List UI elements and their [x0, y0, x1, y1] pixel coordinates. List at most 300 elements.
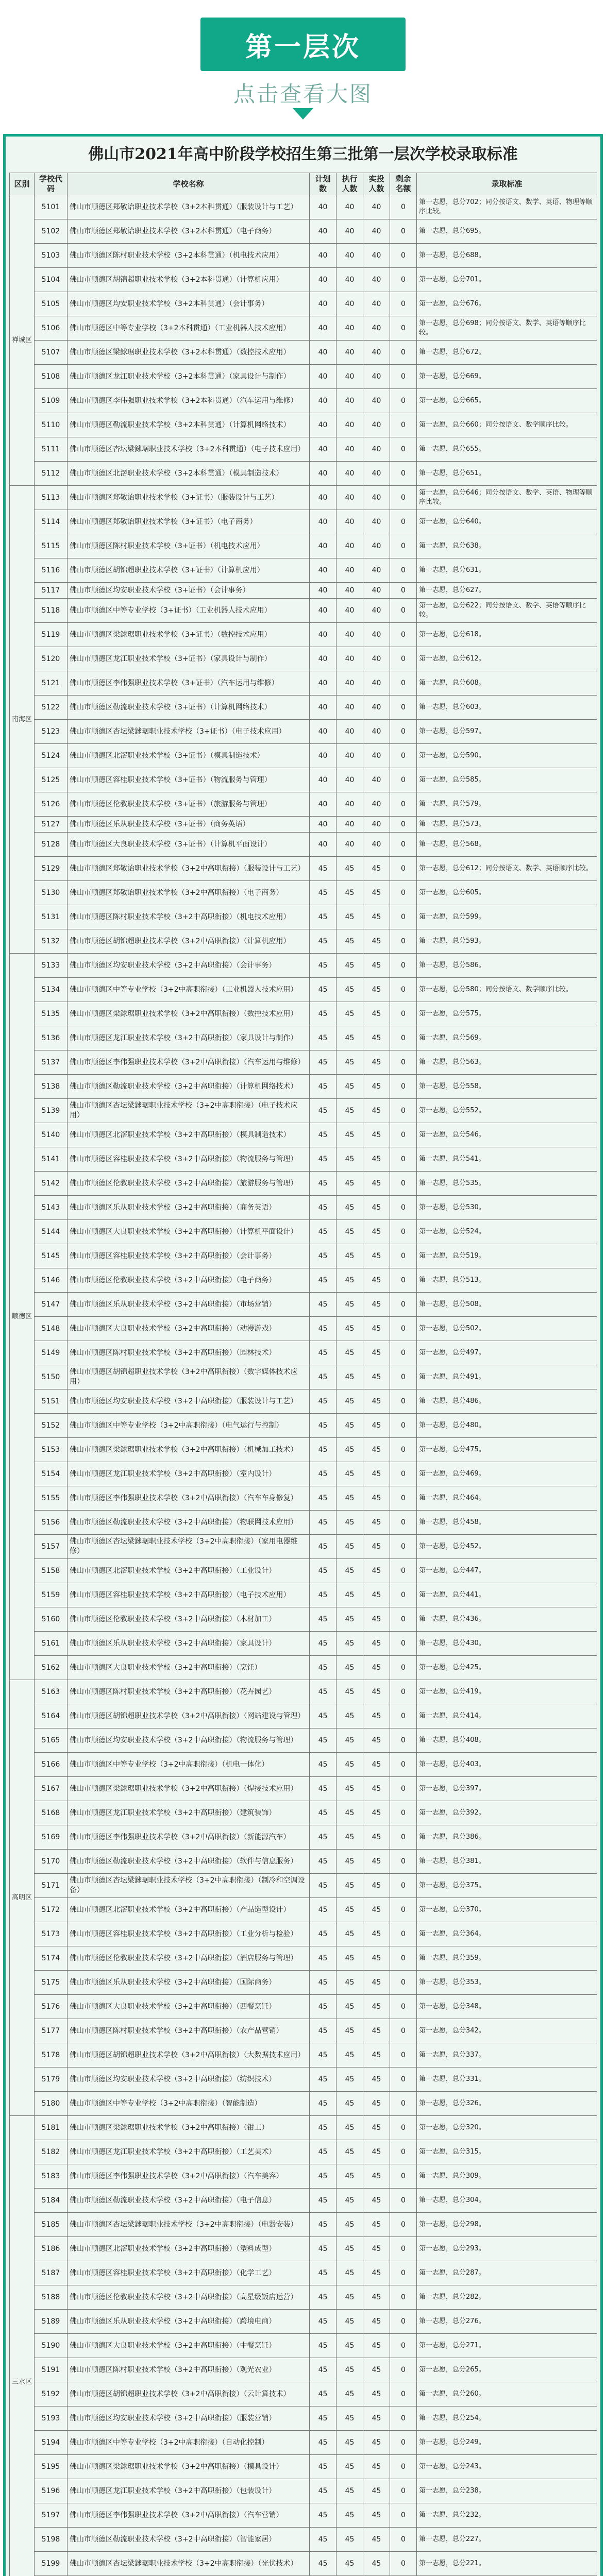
exec-cell: 45 — [336, 1268, 363, 1293]
exec-cell: 45 — [336, 2285, 363, 2310]
school-name-cell: 佛山市顺德区梁銶琚职业技术学校（3+2中高职衔接）（机械加工技术） — [68, 1438, 310, 1462]
remaining-cell: 0 — [390, 720, 417, 744]
standard-cell: 第一志愿，总分524。 — [417, 1220, 597, 1244]
school-name-cell: 佛山市顺德区李伟强职业技术学校（3+2本科贯通）（汽车运用与维修） — [68, 389, 310, 413]
header-standard: 录取标准 — [417, 173, 597, 195]
table-row — [10, 1438, 597, 1462]
standard-cell: 第一志愿，总分315。 — [417, 2140, 597, 2164]
actual-cell: 40 — [363, 583, 390, 599]
exec-cell: 45 — [336, 2310, 363, 2334]
plan-cell: 45 — [310, 1438, 336, 1462]
exec-cell: 45 — [336, 1317, 363, 1341]
school-code-cell: 5142 — [35, 1172, 68, 1196]
standard-cell: 第一志愿，总分535。 — [417, 1172, 597, 1196]
table-row — [10, 1268, 597, 1293]
district-cell: 顺德区 — [10, 954, 35, 1680]
school-code-cell: 5143 — [35, 1196, 68, 1220]
actual-cell: 45 — [363, 2552, 390, 2576]
school-name-cell: 佛山市顺德区龙江职业技术学校（3+2本科贯通）（家具设计与制作） — [68, 365, 310, 389]
plan-cell: 45 — [310, 1099, 336, 1123]
table-row — [10, 792, 597, 817]
plan-cell: 45 — [310, 2213, 336, 2237]
school-code-cell: 5132 — [35, 929, 68, 954]
exec-cell: 45 — [336, 1414, 363, 1438]
remaining-cell: 0 — [390, 437, 417, 462]
table-row — [10, 599, 597, 623]
table-row — [10, 2237, 597, 2261]
school-name-cell: 佛山市顺德区中等专业学校（3+2中高职衔接）（电气运行与控制） — [68, 1414, 310, 1438]
actual-cell: 45 — [363, 1632, 390, 1656]
table-header-row — [10, 173, 597, 195]
table-row — [10, 244, 597, 268]
standard-cell: 第一志愿，总分359。 — [417, 1946, 597, 1971]
remaining-cell: 0 — [390, 1559, 417, 1583]
exec-cell: 40 — [336, 768, 363, 792]
school-name-cell: 佛山市顺德区容桂职业技术学校（3+2中高职衔接）（电子技术应用） — [68, 1583, 310, 1607]
remaining-cell: 0 — [390, 1462, 417, 1486]
table-row — [10, 1220, 597, 1244]
actual-cell: 45 — [363, 2092, 390, 2116]
school-code-cell: 5194 — [35, 2431, 68, 2455]
exec-cell: 45 — [336, 1559, 363, 1583]
plan-cell: 40 — [310, 833, 336, 857]
standard-cell: 第一志愿，总分618。 — [417, 623, 597, 647]
school-code-cell: 5181 — [35, 2116, 68, 2140]
exec-cell: 45 — [336, 1583, 363, 1607]
table-row — [10, 1389, 597, 1414]
actual-cell: 40 — [363, 437, 390, 462]
standard-cell: 第一志愿，总分622；同分按语文、数学、英语等顺序比较。 — [417, 599, 597, 623]
school-code-cell: 5184 — [35, 2189, 68, 2213]
school-code-cell: 5133 — [35, 954, 68, 978]
school-name-cell: 佛山市顺德区北滘职业技术学校（3+2中高职衔接）（塑料成型） — [68, 2237, 310, 2261]
remaining-cell: 0 — [390, 510, 417, 534]
district-cell: 南海区 — [10, 486, 35, 954]
remaining-cell: 0 — [390, 1946, 417, 1971]
school-name-cell: 佛山市顺德区龙江职业技术学校（3+2中高职衔接）（室内设计） — [68, 1462, 310, 1486]
actual-cell: 40 — [363, 671, 390, 696]
school-name-cell: 佛山市顺德区伦教职业技术学校（3+证书）（旅游服务与管理） — [68, 792, 310, 817]
exec-cell: 45 — [336, 1680, 363, 1704]
exec-cell: 45 — [336, 2358, 363, 2382]
table-row — [10, 1026, 597, 1050]
remaining-cell: 0 — [390, 1075, 417, 1099]
standard-cell: 第一志愿，总分640。 — [417, 510, 597, 534]
remaining-cell: 0 — [390, 905, 417, 929]
standard-cell: 第一志愿，总分287。 — [417, 2261, 597, 2285]
remaining-cell: 0 — [390, 2285, 417, 2310]
header-school-code: 学校代码 — [35, 173, 68, 195]
document-frame — [3, 134, 603, 2576]
remaining-cell: 0 — [390, 1293, 417, 1317]
standard-cell: 第一志愿，总分597。 — [417, 720, 597, 744]
table-row — [10, 2164, 597, 2189]
actual-cell: 40 — [363, 696, 390, 720]
school-name-cell: 佛山市顺德区容桂职业技术学校（3+证书）（物流服务与管理） — [68, 768, 310, 792]
exec-cell: 40 — [336, 534, 363, 558]
school-name-cell: 佛山市顺德区乐从职业技术学校（3+2中高职衔接）（市场营销） — [68, 1293, 310, 1317]
exec-cell: 40 — [336, 583, 363, 599]
school-name-cell: 佛山市顺德区伦教职业技术学校（3+2中高职衔接）（高星级饭店运营） — [68, 2285, 310, 2310]
standard-cell: 第一志愿，总分508。 — [417, 1293, 597, 1317]
exec-cell: 45 — [336, 2213, 363, 2237]
table-row — [10, 647, 597, 671]
table-row — [10, 2334, 597, 2358]
school-name-cell: 佛山市顺德区伦教职业技术学校（3+2中高职衔接）（木材加工） — [68, 1607, 310, 1632]
standard-cell: 第一志愿，总分282。 — [417, 2285, 597, 2310]
actual-cell: 40 — [363, 389, 390, 413]
plan-cell: 45 — [310, 1075, 336, 1099]
school-name-cell: 佛山市顺德区陈村职业技术学校（3+2中高职衔接）（机电技术应用） — [68, 905, 310, 929]
actual-cell: 45 — [363, 2479, 390, 2503]
banner — [0, 0, 606, 118]
remaining-cell: 0 — [390, 671, 417, 696]
table-row — [10, 1995, 597, 2019]
plan-cell: 45 — [310, 1777, 336, 1801]
standard-cell: 第一志愿，总分579。 — [417, 792, 597, 817]
actual-cell: 40 — [363, 720, 390, 744]
standard-cell: 第一志愿，总分326。 — [417, 2092, 597, 2116]
school-name-cell: 佛山市顺德区伦教职业技术学校（3+2中高职衔接）（旅游服务与管理） — [68, 1172, 310, 1196]
plan-cell: 45 — [310, 1656, 336, 1680]
actual-cell: 45 — [363, 2237, 390, 2261]
exec-cell: 45 — [336, 1607, 363, 1632]
table-row — [10, 2189, 597, 2213]
remaining-cell: 0 — [390, 696, 417, 720]
standard-cell: 第一志愿，总分441。 — [417, 1583, 597, 1607]
exec-cell: 40 — [336, 219, 363, 244]
remaining-cell: 0 — [390, 1535, 417, 1559]
standard-cell: 第一志愿，总分298。 — [417, 2213, 597, 2237]
school-name-cell: 佛山市顺德区李伟强职业技术学校（3+2中高职衔接）（新能源汽车） — [68, 1825, 310, 1850]
school-name-cell: 佛山市顺德区陈村职业技术学校（3+2本科贯通）（机电技术应用） — [68, 244, 310, 268]
school-code-cell: 5185 — [35, 2213, 68, 2237]
school-code-cell: 5130 — [35, 881, 68, 905]
school-name-cell: 佛山市顺德区郑敬诒职业技术学校（3+证书）（服装设计与工艺） — [68, 486, 310, 510]
remaining-cell: 0 — [390, 744, 417, 768]
table-row — [10, 510, 597, 534]
school-code-cell: 5157 — [35, 1535, 68, 1559]
remaining-cell: 0 — [390, 2261, 417, 2285]
school-code-cell: 5124 — [35, 744, 68, 768]
actual-cell: 45 — [363, 954, 390, 978]
school-code-cell: 5153 — [35, 1438, 68, 1462]
plan-cell: 45 — [310, 1293, 336, 1317]
table-row — [10, 905, 597, 929]
plan-cell: 45 — [310, 1365, 336, 1389]
actual-cell: 45 — [363, 1244, 390, 1268]
standard-cell: 第一志愿，总分348。 — [417, 1995, 597, 2019]
school-name-cell: 佛山市顺德区大良职业技术学校（3+2中高职衔接）（计算机平面设计） — [68, 1220, 310, 1244]
table-row — [10, 1946, 597, 1971]
plan-cell: 45 — [310, 1922, 336, 1946]
school-code-cell: 5101 — [35, 195, 68, 219]
table-row — [10, 1147, 597, 1172]
actual-cell: 45 — [363, 1147, 390, 1172]
actual-cell: 45 — [363, 1946, 390, 1971]
standard-cell: 第一志愿，总分552。 — [417, 1099, 597, 1123]
standard-cell: 第一志愿，总分469。 — [417, 1462, 597, 1486]
school-name-cell: 佛山市顺德区胡锦超职业技术学校（3+2中高职衔接）（云计算技术） — [68, 2382, 310, 2406]
remaining-cell: 0 — [390, 1801, 417, 1825]
actual-cell: 40 — [363, 244, 390, 268]
plan-cell: 40 — [310, 341, 336, 365]
school-name-cell: 佛山市顺德区勒流职业技术学校（3+2本科贯通）（计算机网络技术） — [68, 413, 310, 437]
exec-cell: 40 — [336, 510, 363, 534]
actual-cell: 40 — [363, 599, 390, 623]
plan-cell: 45 — [310, 1389, 336, 1414]
school-name-cell: 佛山市顺德区容桂职业技术学校（3+2中高职衔接）（化学工艺） — [68, 2261, 310, 2285]
school-name-cell: 佛山市顺德区中等专业学校（3+2中高职衔接）（自动化控制） — [68, 2431, 310, 2455]
school-code-cell: 5190 — [35, 2334, 68, 2358]
table-row — [10, 1777, 597, 1801]
actual-cell: 45 — [363, 2310, 390, 2334]
table-row — [10, 2019, 597, 2043]
plan-cell: 45 — [310, 1850, 336, 1874]
table-row — [10, 1099, 597, 1123]
school-code-cell: 5148 — [35, 1317, 68, 1341]
school-code-cell: 5151 — [35, 1389, 68, 1414]
plan-cell: 40 — [310, 219, 336, 244]
exec-cell: 45 — [336, 2334, 363, 2358]
exec-cell: 40 — [336, 195, 363, 219]
school-code-cell: 5144 — [35, 1220, 68, 1244]
remaining-cell: 0 — [390, 2528, 417, 2552]
remaining-cell: 0 — [390, 365, 417, 389]
standard-cell: 第一志愿，总分655。 — [417, 437, 597, 462]
remaining-cell: 0 — [390, 1026, 417, 1050]
actual-cell: 45 — [363, 2189, 390, 2213]
standard-cell: 第一志愿，总分320。 — [417, 2116, 597, 2140]
table-row — [10, 1971, 597, 1995]
school-code-cell: 5168 — [35, 1801, 68, 1825]
school-name-cell: 佛山市顺德区龙江职业技术学校（3+2中高职衔接）（家具设计与制作） — [68, 1026, 310, 1050]
actual-cell: 40 — [363, 623, 390, 647]
table-row — [10, 1341, 597, 1365]
table-row — [10, 341, 597, 365]
remaining-cell: 0 — [390, 1704, 417, 1728]
school-code-cell: 5135 — [35, 1002, 68, 1026]
remaining-cell: 0 — [390, 1971, 417, 1995]
exec-cell: 45 — [336, 1220, 363, 1244]
actual-cell: 45 — [363, 1462, 390, 1486]
exec-cell: 45 — [336, 1196, 363, 1220]
school-code-cell: 5191 — [35, 2358, 68, 2382]
district-cell: 禅城区 — [10, 195, 35, 486]
plan-cell: 40 — [310, 195, 336, 219]
exec-cell: 45 — [336, 954, 363, 978]
exec-cell: 45 — [336, 1075, 363, 1099]
plan-cell: 40 — [310, 244, 336, 268]
school-code-cell: 5173 — [35, 1922, 68, 1946]
actual-cell: 45 — [363, 1559, 390, 1583]
exec-cell: 45 — [336, 2092, 363, 2116]
remaining-cell: 0 — [390, 2552, 417, 2576]
school-code-cell: 5112 — [35, 462, 68, 486]
standard-cell: 第一志愿，总分271。 — [417, 2334, 597, 2358]
actual-cell: 40 — [363, 365, 390, 389]
table-row — [10, 365, 597, 389]
plan-cell: 45 — [310, 2455, 336, 2479]
standard-cell: 第一志愿，总分430。 — [417, 1632, 597, 1656]
actual-cell: 45 — [363, 1971, 390, 1995]
school-name-cell: 佛山市顺德区杏坛梁銶琚职业技术学校（3+2中高职衔接）（电器安装） — [68, 2213, 310, 2237]
plan-cell: 40 — [310, 696, 336, 720]
remaining-cell: 0 — [390, 792, 417, 817]
plan-cell: 45 — [310, 1632, 336, 1656]
exec-cell: 40 — [336, 744, 363, 768]
exec-cell: 45 — [336, 2164, 363, 2189]
level-title: 第一层次 — [200, 18, 406, 71]
school-name-cell: 佛山市顺德区均安职业技术学校（3+2中高职衔接）（服装设计与工艺） — [68, 1389, 310, 1414]
table-row — [10, 720, 597, 744]
table-row — [10, 1075, 597, 1099]
header-school-name: 学校名称 — [68, 173, 310, 195]
plan-cell: 45 — [310, 954, 336, 978]
school-code-cell: 5140 — [35, 1123, 68, 1147]
exec-cell: 45 — [336, 2189, 363, 2213]
table-row — [10, 534, 597, 558]
school-name-cell: 佛山市顺德区均安职业技术学校（3+证书）（会计事务） — [68, 583, 310, 599]
remaining-cell: 0 — [390, 2213, 417, 2237]
school-code-cell: 5136 — [35, 1026, 68, 1050]
school-name-cell: 佛山市顺德区勒流职业技术学校（3+2中高职衔接）（智能家居） — [68, 2528, 310, 2552]
actual-cell: 45 — [363, 1583, 390, 1607]
exec-cell: 45 — [336, 1026, 363, 1050]
school-name-cell: 佛山市顺德区李伟强职业技术学校（3+2中高职衔接）（汽车营销） — [68, 2503, 310, 2528]
table-row — [10, 833, 597, 857]
exec-cell: 45 — [336, 1123, 363, 1147]
school-code-cell: 5138 — [35, 1075, 68, 1099]
school-name-cell: 佛山市顺德区北滘职业技术学校（3+2本科贯通）（模具制造技术） — [68, 462, 310, 486]
exec-cell: 45 — [336, 1874, 363, 1898]
school-code-cell: 5110 — [35, 413, 68, 437]
table-row — [10, 1050, 597, 1075]
standard-cell: 第一志愿，总分497。 — [417, 1341, 597, 1365]
school-code-cell: 5193 — [35, 2406, 68, 2431]
actual-cell: 45 — [363, 1414, 390, 1438]
school-name-cell: 佛山市顺德区均安职业技术学校（3+2本科贯通）（会计事务） — [68, 292, 310, 316]
standard-cell: 第一志愿，总分672。 — [417, 341, 597, 365]
actual-cell: 40 — [363, 534, 390, 558]
remaining-cell: 0 — [390, 389, 417, 413]
school-name-cell: 佛山市顺德区梁銶琚职业技术学校（3+证书）（数控技术应用） — [68, 623, 310, 647]
standard-cell: 第一志愿，总分530。 — [417, 1196, 597, 1220]
plan-cell: 45 — [310, 2164, 336, 2189]
school-name-cell: 佛山市顺德区勒流职业技术学校（3+2中高职衔接）（计算机网络技术） — [68, 1075, 310, 1099]
school-code-cell: 5119 — [35, 623, 68, 647]
standard-cell: 第一志愿，总分612。 — [417, 647, 597, 671]
remaining-cell: 0 — [390, 2310, 417, 2334]
school-code-cell: 5115 — [35, 534, 68, 558]
school-code-cell: 5163 — [35, 1680, 68, 1704]
standard-cell: 第一志愿，总分612；同分按语文、数学、英语顺序比较。 — [417, 857, 597, 881]
exec-cell: 45 — [336, 1656, 363, 1680]
exec-cell: 40 — [336, 292, 363, 316]
standard-cell: 第一志愿，总分593。 — [417, 929, 597, 954]
remaining-cell: 0 — [390, 1341, 417, 1365]
school-name-cell: 佛山市顺德区陈村职业技术学校（3+2中高职衔接）（园林技术） — [68, 1341, 310, 1365]
remaining-cell: 0 — [390, 2382, 417, 2406]
header-actual: 实投人数 — [363, 173, 390, 195]
plan-cell: 45 — [310, 2043, 336, 2067]
table-row — [10, 1801, 597, 1825]
header-exec: 执行人数 — [336, 173, 363, 195]
actual-cell: 45 — [363, 2019, 390, 2043]
exec-cell: 45 — [336, 1244, 363, 1268]
standard-cell: 第一志愿，总分665。 — [417, 389, 597, 413]
plan-cell: 45 — [310, 2406, 336, 2431]
plan-cell: 45 — [310, 1268, 336, 1293]
exec-cell: 45 — [336, 1486, 363, 1511]
standard-cell: 第一志愿，总分403。 — [417, 1753, 597, 1777]
view-large-image-link[interactable]: 点击查看大图 — [233, 81, 373, 107]
standard-cell: 第一志愿，总分243。 — [417, 2455, 597, 2479]
table-row — [10, 744, 597, 768]
table-row — [10, 954, 597, 978]
table-row — [10, 1607, 597, 1632]
school-name-cell: 佛山市顺德区杏坛梁銶琚职业技术学校（3+2中高职衔接）（电子技术应用） — [68, 1099, 310, 1123]
exec-cell: 45 — [336, 2261, 363, 2285]
school-code-cell: 5175 — [35, 1971, 68, 1995]
remaining-cell: 0 — [390, 599, 417, 623]
actual-cell: 45 — [363, 1995, 390, 2019]
school-name-cell: 佛山市顺德区李伟强职业技术学校（3+2中高职衔接）（汽车美容） — [68, 2164, 310, 2189]
school-name-cell: 佛山市顺德区胡锦超职业技术学校（3+2中高职衔接）（数字媒体技术应用） — [68, 1365, 310, 1389]
remaining-cell: 0 — [390, 2358, 417, 2382]
table-row — [10, 1583, 597, 1607]
table-row — [10, 2503, 597, 2528]
actual-cell: 45 — [363, 1898, 390, 1922]
exec-cell: 45 — [336, 2382, 363, 2406]
header-plan: 计划数 — [310, 173, 336, 195]
school-code-cell: 5105 — [35, 292, 68, 316]
table-row — [10, 2285, 597, 2310]
table-row — [10, 1559, 597, 1583]
school-code-cell: 5187 — [35, 2261, 68, 2285]
exec-cell: 40 — [336, 558, 363, 583]
school-name-cell: 佛山市顺德区均安职业技术学校（3+2中高职衔接）（服装营销） — [68, 2406, 310, 2431]
school-name-cell: 佛山市顺德区郑敬诒职业技术学校（3+2中高职衔接）（服装设计与工艺） — [68, 857, 310, 881]
school-name-cell: 佛山市顺德区中等专业学校（3+2中高职衔接）（工业机器人技术应用） — [68, 978, 310, 1002]
plan-cell: 45 — [310, 1825, 336, 1850]
exec-cell: 45 — [336, 1753, 363, 1777]
actual-cell: 40 — [363, 768, 390, 792]
school-code-cell: 5102 — [35, 219, 68, 244]
actual-cell: 45 — [363, 1123, 390, 1147]
exec-cell: 40 — [336, 792, 363, 817]
standard-cell: 第一志愿，总分337。 — [417, 2043, 597, 2067]
school-name-cell: 佛山市顺德区中等专业学校（3+2本科贯通）（工业机器人技术应用） — [68, 316, 310, 341]
table-row — [10, 817, 597, 833]
standard-cell: 第一志愿，总分676。 — [417, 292, 597, 316]
plan-cell: 45 — [310, 1753, 336, 1777]
school-code-cell: 5137 — [35, 1050, 68, 1075]
standard-cell: 第一志愿，总分568。 — [417, 833, 597, 857]
standard-cell: 第一志愿，总分638。 — [417, 534, 597, 558]
table-row — [10, 558, 597, 583]
standard-cell: 第一志愿，总分575。 — [417, 1002, 597, 1026]
table-row — [10, 1414, 597, 1438]
table-row — [10, 623, 597, 647]
remaining-cell: 0 — [390, 2189, 417, 2213]
plan-cell: 45 — [310, 1995, 336, 2019]
table-row — [10, 219, 597, 244]
school-name-cell: 佛山市顺德区陈村职业技术学校（3+2中高职衔接）（花卉园艺） — [68, 1680, 310, 1704]
actual-cell: 45 — [363, 2164, 390, 2189]
remaining-cell: 0 — [390, 1728, 417, 1753]
remaining-cell: 0 — [390, 1583, 417, 1607]
